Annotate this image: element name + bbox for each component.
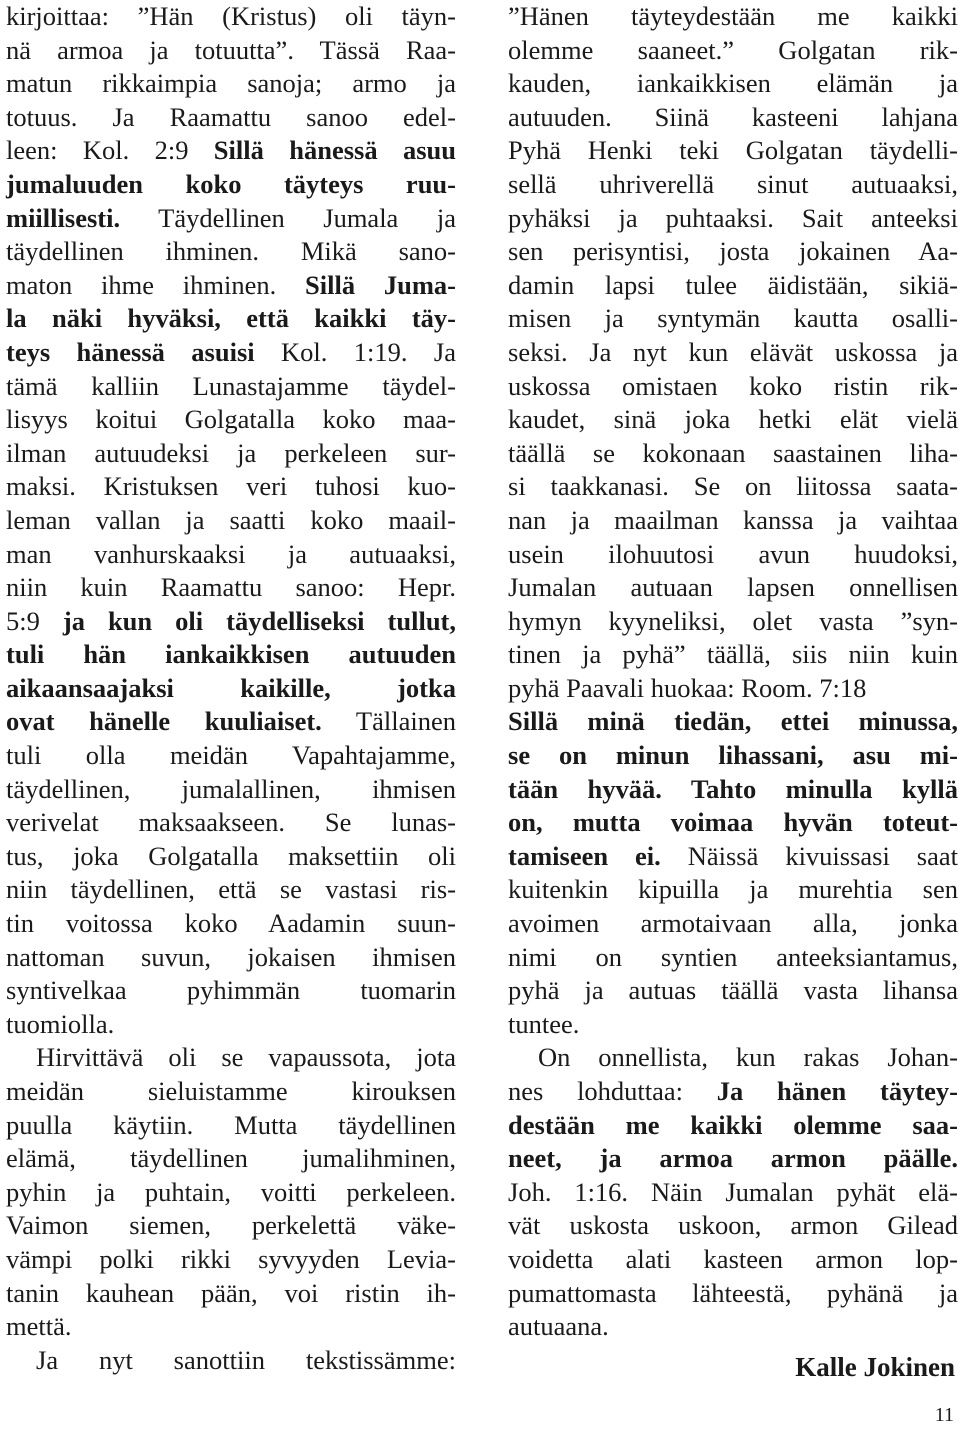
text-line — [6, 1142, 456, 1176]
text-line — [6, 134, 456, 168]
text-line — [6, 269, 456, 303]
text-segment: nä armoa ja totuutta”. Tässä Raa- — [6, 34, 456, 65]
text-line — [6, 168, 456, 202]
text-line — [6, 336, 456, 370]
text-segment: vät uskosta uskoon, armon Gilead — [508, 1210, 958, 1241]
page-number: 11 — [934, 1404, 954, 1426]
bold-text-segment: la näki hyväksi, että kaikki täy- — [6, 303, 456, 334]
text-line — [6, 67, 456, 101]
text-line — [6, 1008, 456, 1042]
text-line — [508, 739, 958, 773]
text-segment: maksi. Kristuksen veri tuhosi kuo- — [6, 471, 456, 502]
bold-text-segment: on, mutta voimaa hyvän toteut- — [508, 807, 958, 838]
text-segment: ilman autuudeksi ja perkeleen sur- — [6, 437, 456, 468]
text-segment: tus, joka Golgatalla maksettiin oli — [6, 840, 456, 871]
text-line — [6, 638, 456, 672]
text-segment: lisyys koitui Golgatalla koko maa- — [6, 404, 456, 435]
text-line — [508, 705, 958, 739]
text-segment: kauden, iankaikkisen elämän ja — [508, 68, 958, 99]
text-segment: pyhä ja autuas täällä vasta lihansa — [508, 975, 958, 1006]
text-segment: nan ja maailman kanssa ja vaihtaa — [508, 504, 958, 535]
text-segment: Jumalan autuaan lapsen onnellisen — [508, 572, 958, 603]
text-line — [508, 0, 958, 34]
bold-text-segment: se on minun lihassani, asu mi- — [508, 740, 958, 771]
bold-text-segment: miillisesti. — [6, 202, 121, 233]
author-signature: Kalle Jokinen — [795, 1352, 955, 1382]
text-line — [6, 672, 456, 706]
text-line — [508, 470, 958, 504]
text-segment: tuntee. — [508, 1008, 580, 1039]
text-line — [6, 1109, 456, 1143]
text-segment: hymyn kyyneliksi, olet vasta ”syn- — [508, 605, 958, 636]
text-segment: elämä, täydellinen jumalihminen, — [6, 1143, 456, 1174]
text-segment: olemme saaneet.” Golgatan rik- — [508, 34, 958, 65]
text-segment: sellä uhriverellä sinut autuaaksi, — [508, 168, 958, 199]
text-line — [6, 1209, 456, 1243]
text-segment: täydellinen, jumalallinen, ihmisen — [6, 773, 456, 804]
text-line — [6, 1041, 456, 1075]
text-line — [508, 1277, 958, 1311]
text-segment: nattoman suvun, jokaisen ihmisen — [6, 941, 456, 972]
text-line — [508, 1243, 958, 1277]
text-line — [6, 403, 456, 437]
text-line — [6, 605, 456, 639]
text-line — [508, 873, 958, 907]
text-segment: niin täydellinen, että se vastasi ris- — [6, 874, 456, 905]
text-segment: pyhin ja puhtain, voitti perkeleen. — [6, 1176, 456, 1207]
text-line — [508, 101, 958, 135]
text-segment: damin lapsi tulee äidistään, sikiä- — [508, 269, 958, 300]
text-segment: tämä kalliin Lunastajamme täydel- — [6, 370, 456, 401]
text-line — [6, 1075, 456, 1109]
text-segment: kaudet, sinä joka hetki elät vielä — [508, 404, 958, 435]
text-segment: tanin kauhean pään, voi ristin ih- — [6, 1277, 456, 1308]
text-line — [508, 638, 958, 672]
bold-text-segment: Ja hänen täytey- — [716, 1076, 958, 1106]
text-segment: sen perisyntisi, josta jokainen Aa- — [508, 236, 958, 267]
text-line — [508, 571, 958, 605]
text-segment: si taakkanasi. Se on liitossa saata- — [508, 471, 958, 502]
text-segment: nes lohduttaa: — [508, 1076, 717, 1106]
text-line — [508, 1075, 958, 1109]
text-line — [6, 840, 456, 874]
text-segment: Täydellinen Jumala ja — [120, 202, 456, 233]
text-segment: maton ihme ihminen. — [6, 269, 306, 300]
text-segment: vämpi polki rikki syvyyden Levia- — [6, 1243, 456, 1274]
text-segment: nimi on syntien anteeksiantamus, — [508, 941, 958, 972]
text-line — [508, 1176, 958, 1210]
text-line — [6, 705, 456, 739]
text-line — [508, 1209, 958, 1243]
text-line — [6, 34, 456, 68]
text-segment: tinen ja pyhä” täällä, siis niin kuin — [508, 639, 958, 670]
text-segment: man vanhurskaaksi ja autuaaksi, — [6, 538, 456, 569]
text-line — [6, 470, 456, 504]
text-line — [508, 437, 958, 471]
bold-text-segment: ja kun oli täydelliseksi tullut, — [62, 605, 457, 636]
text-segment: pumattomasta lähteestä, pyhänä ja — [508, 1277, 958, 1308]
text-segment: täydellinen ihminen. Mikä sano- — [6, 236, 456, 267]
text-segment: On onnellista, kun rakas Johan- — [538, 1042, 958, 1073]
text-line — [6, 302, 456, 336]
text-segment: matun rikkaimpia sanoja; armo ja — [6, 68, 456, 99]
text-segment: pyhä Paavali huokaa: Room. 7:18 — [508, 672, 867, 703]
text-segment: syntivelkaa pyhimmän tuomarin — [6, 975, 456, 1006]
text-segment: pyhäksi ja puhtaaksi. Sait anteeksi — [508, 202, 958, 233]
text-line — [508, 336, 958, 370]
text-segment: Joh. 1:16. Näin Jumalan pyhät elä- — [508, 1176, 958, 1207]
text-line — [508, 1041, 958, 1075]
bold-text-segment: tään hyvää. Tahto minulla kyllä — [508, 773, 958, 804]
text-segment: autuuden. Siinä kasteeni lahjana — [508, 101, 958, 132]
text-line — [6, 773, 456, 807]
text-line — [508, 1109, 958, 1143]
bold-text-segment: destään me kaikki olemme saa- — [508, 1109, 958, 1140]
text-segment: meidän sieluistamme kirouksen — [6, 1076, 456, 1106]
bold-text-segment: Sillä hänessä asuu — [213, 135, 456, 166]
text-segment: puulla käytiin. Mutta täydellinen — [6, 1109, 456, 1140]
text-segment: Hirvittävä oli se vapaussota, jota — [36, 1042, 456, 1073]
text-line — [508, 370, 958, 404]
text-segment: kuitenkin kipuilla ja murehtia sen — [508, 874, 958, 905]
text-line — [6, 571, 456, 605]
text-line — [508, 974, 958, 1008]
text-line — [508, 538, 958, 572]
text-line — [508, 1142, 958, 1176]
text-line — [508, 202, 958, 236]
text-line — [6, 806, 456, 840]
text-segment: uskossa omistaen koko ristin rik- — [508, 370, 958, 401]
text-line — [6, 538, 456, 572]
text-segment: tuomiolla. — [6, 1008, 115, 1039]
text-line — [508, 605, 958, 639]
text-line — [6, 235, 456, 269]
text-line — [508, 773, 958, 807]
text-line — [508, 840, 958, 874]
text-line — [6, 101, 456, 135]
text-segment: Näissä kivuissasi saat — [660, 840, 958, 871]
text-line — [6, 739, 456, 773]
text-line — [508, 168, 958, 202]
bold-text-segment: aikaansaajaksi kaikille, jotka — [6, 672, 456, 703]
text-line — [6, 907, 456, 941]
text-line — [508, 235, 958, 269]
bold-text-segment: jumaluuden koko täyteys ruu- — [6, 168, 456, 199]
text-line — [6, 974, 456, 1008]
text-segment: Tällainen — [321, 706, 456, 737]
text-line — [508, 504, 958, 538]
text-line — [6, 1243, 456, 1277]
text-segment: tin voitossa koko Aadamin suun- — [6, 908, 456, 939]
text-line — [6, 0, 456, 34]
text-line — [508, 269, 958, 303]
left-text-column — [6, 0, 456, 1377]
bold-text-segment: neet, ja armoa armon päälle. — [508, 1143, 958, 1174]
text-segment: Pyhä Henki teki Golgatan täydelli- — [508, 135, 958, 166]
text-segment: ”Hänen täyteydestään me kaikki — [508, 1, 958, 31]
text-segment: niin kuin Raamattu sanoo: Hepr. — [6, 572, 456, 603]
text-segment: Ja nyt sanottiin tekstissämme: — [36, 1344, 456, 1375]
bold-text-segment: ovat hänelle kuuliaiset. — [6, 706, 322, 737]
text-line — [508, 941, 958, 975]
text-segment: voidetta alati kasteen armon lop- — [508, 1243, 958, 1274]
right-text-column — [508, 0, 958, 1344]
text-segment: usein ilohuutosi avun huudoksi, — [508, 538, 958, 569]
text-line — [6, 437, 456, 471]
text-line — [6, 1310, 456, 1344]
text-segment: totuus. Ja Raamattu sanoo edel- — [6, 101, 456, 132]
text-segment: Kol. 1:19. Ja — [254, 336, 456, 367]
bold-text-segment: teys hänessä asuisi — [6, 336, 255, 367]
text-line — [6, 1277, 456, 1311]
text-line — [6, 873, 456, 907]
text-segment: avoimen armotaivaan alla, jonka — [508, 908, 958, 939]
text-line — [6, 370, 456, 404]
text-segment: leen: Kol. 2:9 — [6, 135, 214, 166]
text-segment: täällä se kokonaan saastainen liha- — [508, 437, 958, 468]
text-line — [508, 134, 958, 168]
text-line — [6, 202, 456, 236]
text-segment: tuli olla meidän Vapahtajamme, — [6, 740, 456, 771]
text-line — [508, 806, 958, 840]
bold-text-segment: tuli hän iankaikkisen autuuden — [6, 639, 456, 670]
text-segment: mettä. — [6, 1311, 72, 1342]
text-line — [6, 1176, 456, 1210]
text-line — [6, 1344, 456, 1378]
text-line — [508, 302, 958, 336]
text-line — [508, 34, 958, 68]
text-segment: verivelat maksaakseen. Se lunas- — [6, 807, 456, 838]
text-segment: misen ja syntymän kautta osalli- — [508, 303, 958, 334]
text-line — [508, 672, 958, 706]
text-line — [6, 941, 456, 975]
text-segment: kirjoittaa: ”Hän (Kristus) oli täyn- — [6, 1, 456, 31]
text-line — [508, 907, 958, 941]
bold-text-segment: Sillä Juma- — [305, 269, 456, 300]
text-segment: autuaana. — [508, 1311, 609, 1342]
text-line — [6, 504, 456, 538]
text-line — [508, 1310, 958, 1344]
text-segment: Vaimon siemen, perkelettä väke- — [6, 1210, 456, 1241]
bold-text-segment: Sillä minä tiedän, ettei minussa, — [508, 706, 958, 737]
text-line — [508, 1008, 958, 1042]
text-segment: 5:9 — [6, 605, 63, 636]
bold-text-segment: tamiseen ei. — [508, 840, 661, 871]
text-line — [508, 403, 958, 437]
text-segment: leman vallan ja saatti koko maail- — [6, 504, 456, 535]
text-segment: seksi. Ja nyt kun elävät uskossa ja — [508, 336, 958, 367]
text-line — [508, 67, 958, 101]
